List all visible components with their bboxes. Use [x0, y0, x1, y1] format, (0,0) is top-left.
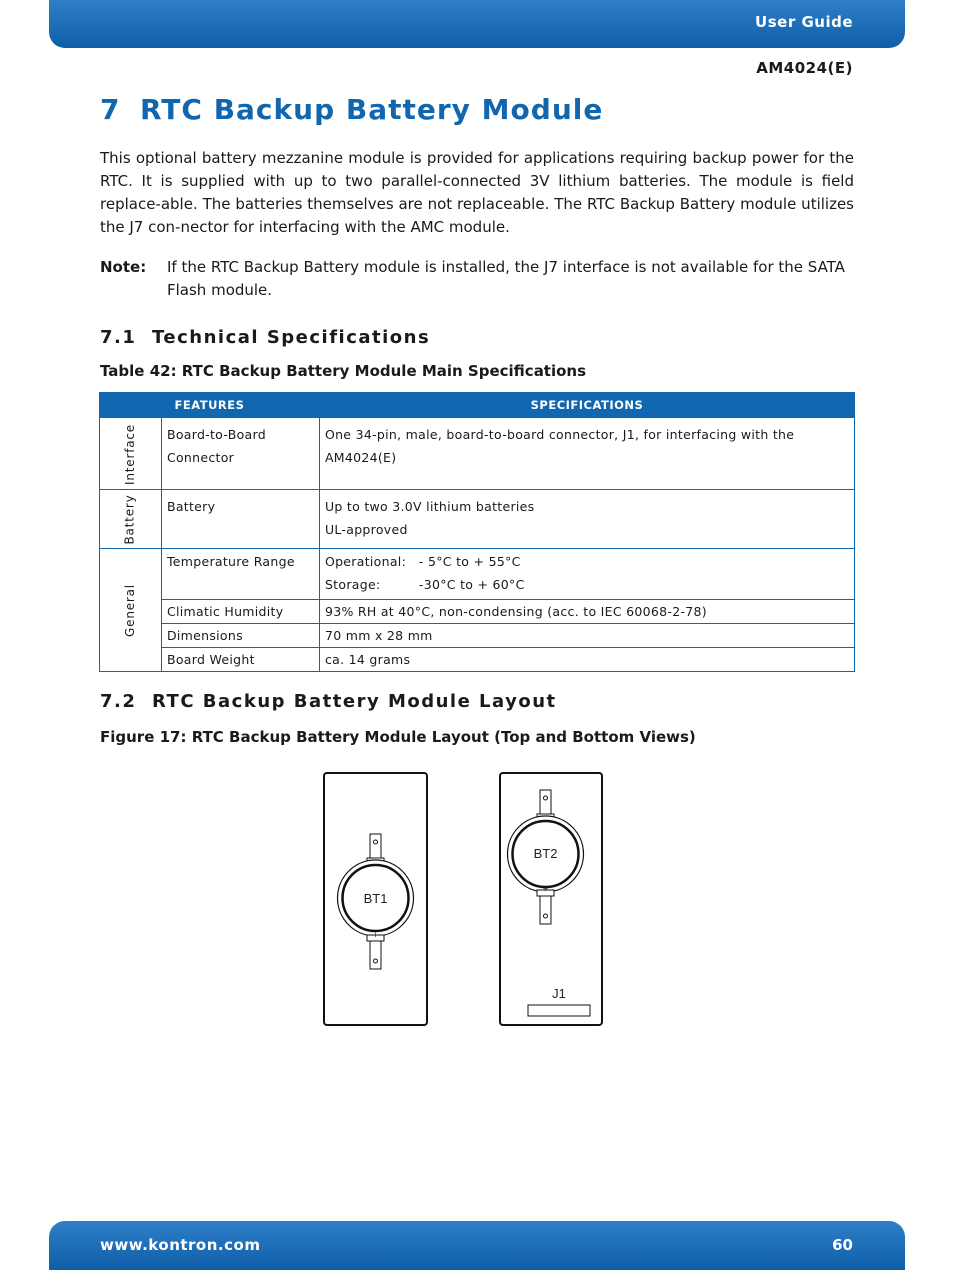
- spec-line: 70 mm x 28 mm: [324, 628, 433, 643]
- chapter-heading: [100, 93, 603, 126]
- spec-cell: [319, 600, 854, 624]
- feature-line: Climatic Humidity: [166, 604, 284, 619]
- table-caption: Table 42: RTC Backup Battery Module Main Specifications: [100, 362, 587, 380]
- table-row: [100, 600, 855, 624]
- note-text: If the RTC Backup Battery module is installed, the J7 interface is not available for the SATA Flash module.: [167, 258, 845, 299]
- spec-table: [99, 392, 855, 672]
- feature-cell: [161, 648, 319, 672]
- feature-line: Board-to-Board: [166, 427, 266, 442]
- section-heading-7-1: [100, 327, 430, 348]
- j1-connector: [528, 1005, 590, 1016]
- group-label: Interface: [122, 423, 137, 485]
- section-number: 7.2: [100, 691, 137, 712]
- table-row: [100, 549, 855, 600]
- feature-cell: [161, 600, 319, 624]
- feature-line: Temperature Range: [166, 554, 295, 569]
- feature-line: Board Weight: [166, 652, 255, 667]
- chapter-title: RTC Backup Battery Module: [140, 93, 604, 126]
- footer-url[interactable]: www.kontron.com: [100, 1236, 261, 1254]
- section-title: RTC Backup Battery Module Layout: [152, 691, 557, 712]
- table-header-row: [100, 393, 855, 418]
- chapter-number: 7: [100, 93, 121, 126]
- bt1-bottom-tab: [370, 941, 381, 969]
- feature-line: Battery: [166, 499, 216, 514]
- feature-line: Dimensions: [166, 628, 243, 643]
- j1-label: J1: [552, 986, 566, 1001]
- spec-line: ca. 14 grams: [324, 652, 411, 667]
- page-number: 60: [832, 1236, 853, 1254]
- specifications-header: SPECIFICATIONS: [319, 393, 854, 418]
- header-bar: [49, 0, 905, 48]
- battery-layout-figure: [320, 770, 610, 1030]
- spec-cell: [319, 648, 854, 672]
- spec-line: 93% RH at 40°C, non-condensing (acc. to IEC 60068-2-78): [324, 604, 707, 619]
- feature-cell: [161, 490, 319, 549]
- bt2-plus: +: [542, 884, 549, 894]
- group-cell-general: [100, 549, 162, 672]
- figure-caption: Figure 17: RTC Backup Battery Module Layout (Top and Bottom Views): [100, 728, 696, 746]
- note-label: Note:: [100, 258, 147, 276]
- feature-line: Connector: [166, 450, 235, 465]
- table-row: [100, 648, 855, 672]
- spec-line: One 34-pin, male, board-to-board connector, J1, for interfacing with the AM4024(E): [324, 427, 795, 465]
- spec-cell: [319, 624, 854, 648]
- spec-cell: [319, 418, 854, 490]
- spec-cell: [319, 490, 854, 549]
- section-number: 7.1: [100, 327, 137, 348]
- section-title: Technical Specifications: [152, 327, 431, 348]
- table-row: [100, 490, 855, 549]
- group-cell-battery: [100, 490, 162, 549]
- feature-cell: [161, 418, 319, 490]
- table-row: [100, 418, 855, 490]
- bt2-bottom-tab: [540, 896, 551, 924]
- spec-line: Operational: - 5°C to + 55°C: [324, 554, 521, 569]
- section-heading-7-2: [100, 691, 557, 712]
- spec-cell: [319, 549, 854, 600]
- feature-cell: [161, 624, 319, 648]
- group-label: General: [122, 584, 137, 637]
- spec-line: UL-approved: [324, 522, 408, 537]
- feature-cell: [161, 549, 319, 600]
- spec-line: Storage: -30°C to + 60°C: [324, 577, 525, 592]
- spec-line: Up to two 3.0V lithium batteries: [324, 499, 535, 514]
- bt1-plus: +: [372, 930, 379, 940]
- header-guide-label: User Guide: [755, 13, 853, 31]
- group-label: Battery: [122, 494, 137, 545]
- footer-bar: [49, 1221, 905, 1270]
- group-cell-interface: [100, 418, 162, 490]
- bt2-label: BT2: [533, 846, 558, 861]
- features-header: FEATURES: [100, 393, 320, 418]
- product-name: AM4024(E): [756, 59, 853, 77]
- table-row: [100, 624, 855, 648]
- intro-paragraph: This optional battery mezzanine module is provided for applications requiring backup power for the RTC. It is supplied with up to two parallel-connected 3V lithium batteries. The module is field replace-able. The batteries themselves are not replaceable. The RTC Backup Battery module utilizes the J7 con-nector for interfacing with the AMC module.: [100, 149, 854, 236]
- bt1-label: BT1: [363, 891, 388, 906]
